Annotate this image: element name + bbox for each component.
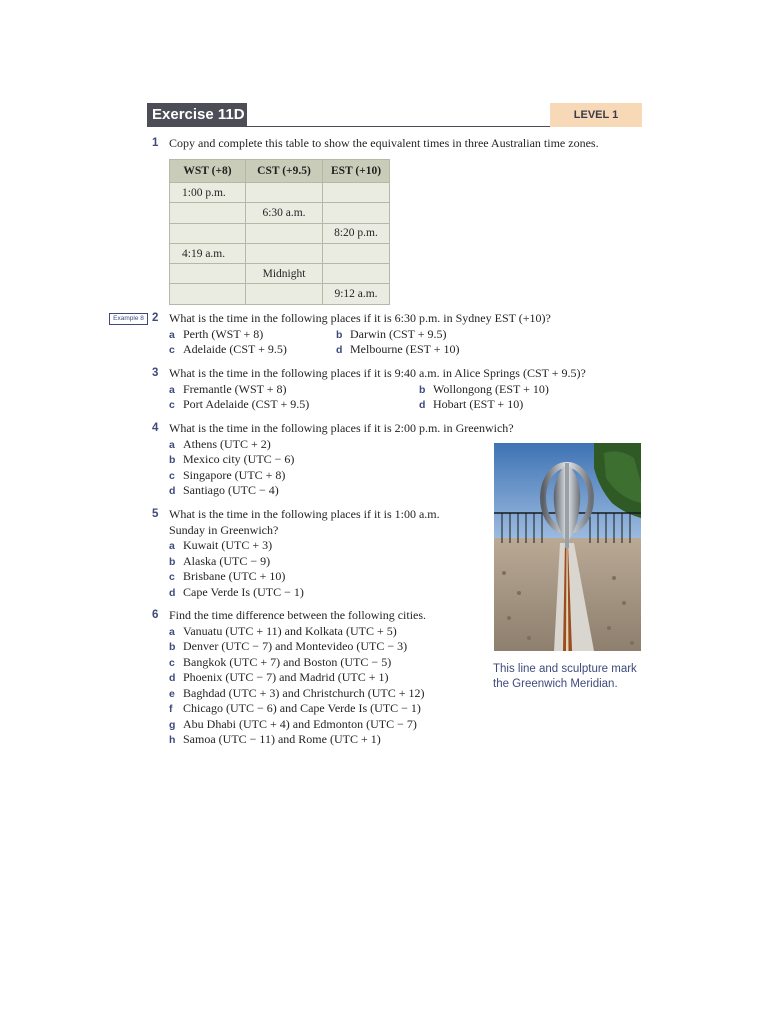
table-row [170,264,390,284]
list-item: a Perth (WST + 8) b Darwin (CST + 9.5) [169,327,551,343]
question-1 [152,136,599,152]
table-cell: 1:00 p.m. [170,183,246,203]
list-item: a Fremantle (WST + 8) b Wollongong (EST + 10) [169,382,586,398]
table-cell: 9:12 a.m. [323,284,390,304]
question-3 [152,366,586,413]
question-text: Sunday in Greenwich? [169,522,279,537]
question-6 [152,608,427,748]
example-reference-tag[interactable]: Example 8 [109,313,148,325]
question-number: 6 [152,609,159,621]
list-item: e Baghdad (UTC + 3) and Christchurch (UTC + 12) [169,685,425,700]
question-number: 1 [152,137,159,149]
table-row [170,183,390,203]
list-item: g Abu Dhabi (UTC + 4) and Edmonton (UTC − 7) [169,716,417,731]
table-cell [246,284,323,304]
list-item: d Phoenix (UTC − 7) and Madrid (UTC + 1) [169,670,389,684]
list-item: c Singapore (UTC + 8) [169,467,286,482]
table-cell [170,223,246,243]
question-number: 4 [152,422,159,434]
table-cell [323,183,390,203]
table-cell [170,284,246,304]
question-number: 5 [152,508,159,520]
table-header-cell: EST (+10) [323,160,390,183]
list-item: d Santiago (UTC − 4) [169,483,279,497]
table-cell: 4:19 a.m. [170,243,246,263]
list-item: c Bangkok (UTC + 7) and Boston (UTC − 5) [169,654,392,669]
question-text: Find the time difference between the following cities. [169,608,427,622]
table-header-row [170,160,390,183]
time-zone-table [169,159,390,305]
list-item: a Vanuatu (UTC + 11) and Kolkata (UTC + 5) [169,623,397,638]
list-item: c Brisbane (UTC + 10) [169,569,286,583]
list-item: b Darwin (CST + 9.5) [336,326,447,341]
list-item: h Samoa (UTC − 11) and Rome (UTC + 1) [169,732,381,746]
header-rule [247,126,550,127]
question-5 [152,507,440,600]
question-text: Copy and complete this table to show the equivalent times in three Australian time zones. [169,136,599,150]
table-row [170,243,390,263]
table-row [170,284,390,304]
list-item: b Alaska (UTC − 9) [169,553,271,568]
table-cell [246,223,323,243]
list-item: d Cape Verde Is (UTC − 1) [169,584,304,599]
table-cell: 8:20 p.m. [323,223,390,243]
list-item: d Hobart (EST + 10) [419,397,524,411]
photo-caption: This line and sculpture mark the Greenwich Meridian. [493,663,637,690]
table-header-cell: CST (+9.5) [246,160,323,183]
table-cell [246,243,323,263]
question-4 [152,421,514,499]
table-row [170,203,390,223]
list-item: f Chicago (UTC − 6) and Cape Verde Is (UTC − 1) [169,701,421,715]
list-item: b Denver (UTC − 7) and Montevideo (UTC − 3) [169,639,408,653]
table-cell [323,243,390,263]
table-cell [170,203,246,223]
table-cell: 6:30 a.m. [246,203,323,223]
table-cell [170,264,246,284]
question-number: 2 [152,312,159,324]
table-cell [323,203,390,223]
greenwich-meridian-photo [494,443,641,651]
table-row [170,223,390,243]
list-item: d Melbourne (EST + 10) [336,342,460,356]
table-cell [246,183,323,203]
question-2 [152,311,551,358]
list-item: b Mexico city (UTC − 6) [169,452,295,466]
level-badge: LEVEL 1 [550,103,642,127]
list-item: c Port Adelaide (CST + 9.5) d Hobart (EST + 10) [169,397,586,413]
list-item: a Athens (UTC + 2) [169,436,271,451]
list-item: b Wollongong (EST + 10) [419,381,549,396]
exercise-title: Exercise 11D [147,103,247,127]
question-number: 3 [152,367,159,379]
question-text: What is the time in the following places if it is 9:40 a.m. in Alice Springs (CST + 9.5)? [169,366,586,380]
table-header-cell: WST (+8) [170,160,246,183]
meridian-sculpture-image [494,443,641,651]
list-item: a Kuwait (UTC + 3) [169,538,273,552]
exercise-header [147,103,642,127]
list-item: c Adelaide (CST + 9.5) d Melbourne (EST + 10) [169,342,551,358]
table-cell [323,264,390,284]
question-text: What is the time in the following places if it is 6:30 p.m. in Sydney EST (+10)? [169,311,551,325]
table-cell: Midnight [246,264,323,284]
question-text: What is the time in the following places if it is 2:00 p.m. in Greenwich? [169,421,514,435]
question-text: What is the time in the following places if it is 1:00 a.m. [169,507,440,521]
